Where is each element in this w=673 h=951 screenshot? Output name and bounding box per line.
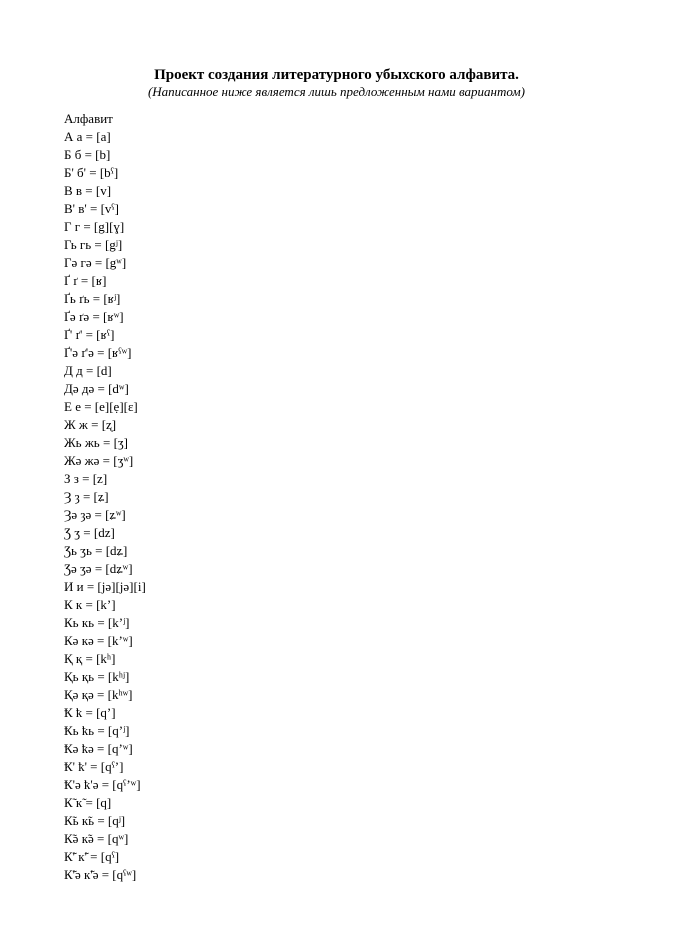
letter-entry: Ҟ' ҟ' = [qˤʼ] (64, 759, 124, 774)
letter-entry: Ж ж = [ʐ] (64, 417, 117, 432)
letter-entry: Кә кә = [kʼʷ] (64, 633, 133, 648)
letter-entry: Ґ ґ = [ʁ] (64, 273, 107, 288)
letter-entry: Қә қә = [kʰʷ] (64, 687, 133, 702)
letter-entry: Қь қь = [kʰʲ] (64, 669, 130, 684)
letter-entry: Жь жь = [ʒ] (64, 435, 128, 450)
letter-entry: Ȝә ȝә = [ʑʷ] (64, 507, 126, 522)
letter-entry: Г г = [g][ɣ] (64, 219, 125, 234)
letter-entry: Б б = [b] (64, 147, 111, 162)
letter-entry: К к = [kʼ] (64, 597, 116, 612)
letter-entry: З з = [z] (64, 471, 108, 486)
letter-entry: Ґә ґә = [ʁʷ] (64, 309, 124, 324)
letter-entry: Ʒә ʒә = [dʑʷ] (64, 561, 133, 576)
letter-entry: Дә дә = [dʷ] (64, 381, 129, 396)
document-subtitle: (Написанное ниже является лишь предложенным нами вариантом) (147, 84, 526, 99)
letter-entry: К̃ь к̃ь = [qʲ] (64, 813, 126, 828)
letter-entry: Ʒ ʒ = [dz] (64, 525, 115, 540)
letter-entry: А а = [a] (64, 129, 111, 144)
letter-entry: Ҟь ҟь = [qʼʲ] (64, 723, 130, 738)
letter-entry: К̃ә к̃ә = [qʷ] (64, 831, 129, 846)
letter-entry: Ҟә ҟә = [qʼʷ] (64, 741, 133, 756)
letter-entry: В в = [v] (64, 183, 112, 198)
letter-entry: К̃'ә к̃'ә = [qˤʷ] (64, 867, 137, 882)
letter-entry: Ґ' ґ' = [ʁˤ] (64, 327, 115, 342)
letter-entry: Б' б' = [bˤ] (64, 165, 119, 180)
document-title: Проект создания литературного убыхского алфавита. (154, 67, 519, 83)
letter-entry: Гә гә = [gʷ] (64, 255, 127, 270)
letter-entry: Ґь ґь = [ʁʲ] (64, 291, 121, 306)
alphabet-section (64, 110, 146, 884)
letter-entry: Гь гь = [gʲ] (64, 237, 123, 252)
letter-entry: Ʒь ʒь = [dʑ] (64, 543, 128, 558)
letter-entry: Кь кь = [kʼʲ] (64, 615, 130, 630)
letter-entry: Ҟ ҟ = [qʼ] (64, 705, 116, 720)
letter-entry: Қ қ = [kʰ] (64, 651, 116, 666)
letter-entry: Ґ'ә ґ'ә = [ʁˤʷ] (64, 345, 132, 360)
letter-entry: Ҟ'ә ҟ'ә = [qˤʼʷ] (64, 777, 141, 792)
letter-entry: Е е = [e][ẹ][ɛ] (64, 399, 138, 414)
letter-list (64, 128, 146, 884)
letter-entry: Ȝ ȝ = [ʑ] (64, 489, 109, 504)
letter-entry: К̃ к̃ = [q] (64, 795, 112, 810)
letter-entry: Жә жә = [ʒʷ] (64, 453, 134, 468)
letter-entry: Д д = [d] (64, 363, 112, 378)
letter-entry: В' в' = [vˤ] (64, 201, 119, 216)
section-heading: Алфавит (64, 111, 113, 126)
letter-entry: И и = [jə][jə][i] (64, 579, 146, 594)
letter-entry: К̃' к̃' = [qˤ] (64, 849, 120, 864)
